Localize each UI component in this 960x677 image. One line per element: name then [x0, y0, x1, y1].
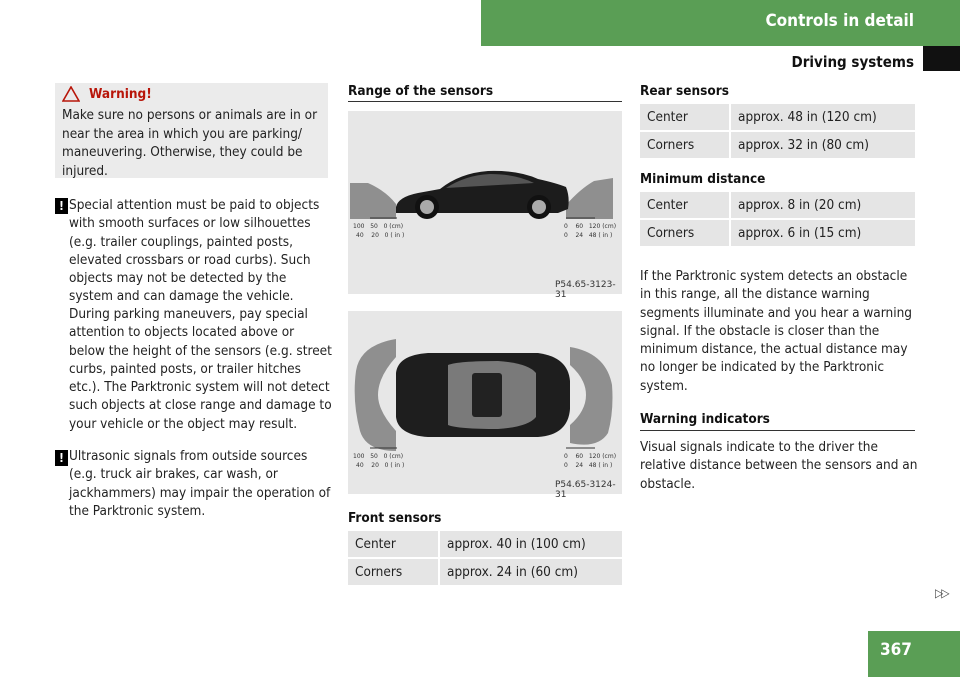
header-tab-marker [923, 46, 960, 71]
scale-left-row1: 100 50 0 (cm) [353, 223, 404, 230]
scale-left-row1: 100 50 0 (cm) [353, 453, 404, 460]
table-row [348, 531, 622, 558]
range-heading: Range of the sensors [348, 83, 494, 99]
sensor-range-top-figure [348, 311, 622, 500]
continue-arrow-icon[interactable]: ▷▷ [935, 586, 948, 600]
front-detection-zone-top [355, 339, 396, 451]
range-heading-rule [348, 101, 622, 102]
row-value: approx. 24 in (60 cm) [439, 558, 622, 586]
scale-left-row2: 40 20 0 ( in ) [356, 232, 405, 239]
rear-sensors-heading: Rear sensors [640, 83, 729, 99]
rear-sensors-table [640, 104, 915, 160]
warning-triangle-icon [62, 86, 80, 102]
minimum-distance-heading: Minimum distance [640, 171, 766, 187]
table-row [640, 219, 915, 247]
minimum-distance-table [640, 192, 915, 248]
side-view-illustration [348, 111, 622, 294]
front-sensors-table [348, 531, 622, 587]
car-top-sunroof [472, 373, 502, 417]
warning-indicators-heading: Warning indicators [640, 411, 770, 427]
caution-mark-icon: ! [55, 450, 68, 466]
scale-right-row1: 0 60 120 (cm) [564, 223, 617, 230]
front-detection-zone [350, 183, 396, 219]
parktronic-paragraph: If the Parktronic system detects an obstacle in this range, all the distance warning segments illuminate and you hear a warning signal. If the obstacle is closer than the minimum distance, the actual distance may no longer be indicated by the Parktronic system. [640, 268, 912, 394]
row-label: Corners [640, 131, 730, 159]
warning-indicators-text: Visual signals indicate to the driver the relative distance between the sensors and an obstacle. [640, 439, 918, 492]
scale-right-row2: 0 24 48 ( in ) [564, 232, 613, 239]
row-value: approx. 40 in (100 cm) [439, 531, 622, 558]
front-sensors-heading: Front sensors [348, 510, 442, 526]
row-label: Corners [640, 219, 730, 247]
scale-right-row1: 0 60 120 (cm) [564, 453, 617, 460]
rear-detection-zone-top [570, 347, 613, 445]
row-label: Corners [348, 558, 439, 586]
caution-mark-icon: ! [55, 198, 68, 214]
row-value: approx. 8 in (20 cm) [730, 192, 915, 219]
warning-title: Warning! [89, 86, 152, 102]
row-label: Center [640, 192, 730, 219]
rear-detection-zone [566, 178, 613, 219]
scale-left-row2: 40 20 0 ( in ) [356, 462, 405, 469]
row-value: approx. 48 in (120 cm) [730, 104, 915, 131]
note-1-paragraph-2: During parking maneuvers, pay special attention to objects located above or below the height of the sensors (e.g. street curbs, painted posts, or trailer hitches etc.). The Parktronic system will not detect such objects at close range and damage to your vehicle or the object may result. [69, 306, 332, 432]
scale-right-row2: 0 24 48 ( in ) [564, 462, 613, 469]
sensor-range-side-figure [348, 111, 622, 300]
table-row [640, 192, 915, 219]
subsection-title: Driving systems [791, 53, 914, 71]
page-number: 367 [880, 640, 912, 660]
table-row [348, 558, 622, 586]
note-1-paragraph-1: Special attention must be paid to objects with smooth surfaces or low silhouettes (e.g. trailer couplings, painted posts, elevated crossbars or road curbs). Such objects may not be detected by the system and can damage the vehicle. [69, 197, 320, 305]
watermark: carmanualsonline.info [568, 650, 806, 674]
row-label: Center [348, 531, 439, 558]
row-value: approx. 6 in (15 cm) [730, 219, 915, 247]
row-label: Center [640, 104, 730, 131]
row-value: approx. 32 in (80 cm) [730, 131, 915, 159]
warning-indicators-rule [640, 430, 915, 431]
section-title: Controls in detail [765, 11, 914, 31]
table-row [640, 104, 915, 131]
figure-code: P54.65-3123-31 [555, 280, 616, 300]
note-2-paragraph-1: Ultrasonic signals from outside sources (e.g. truck air brakes, car wash, or jackhammers) may impair the operation of the Parktronic system. [69, 448, 331, 519]
warning-text: Make sure no persons or animals are in or near the area in which you are parking/ maneuvering. Otherwise, they could be injured. [62, 107, 318, 179]
figure-code: P54.65-3124-31 [555, 480, 616, 500]
table-row [640, 131, 915, 159]
